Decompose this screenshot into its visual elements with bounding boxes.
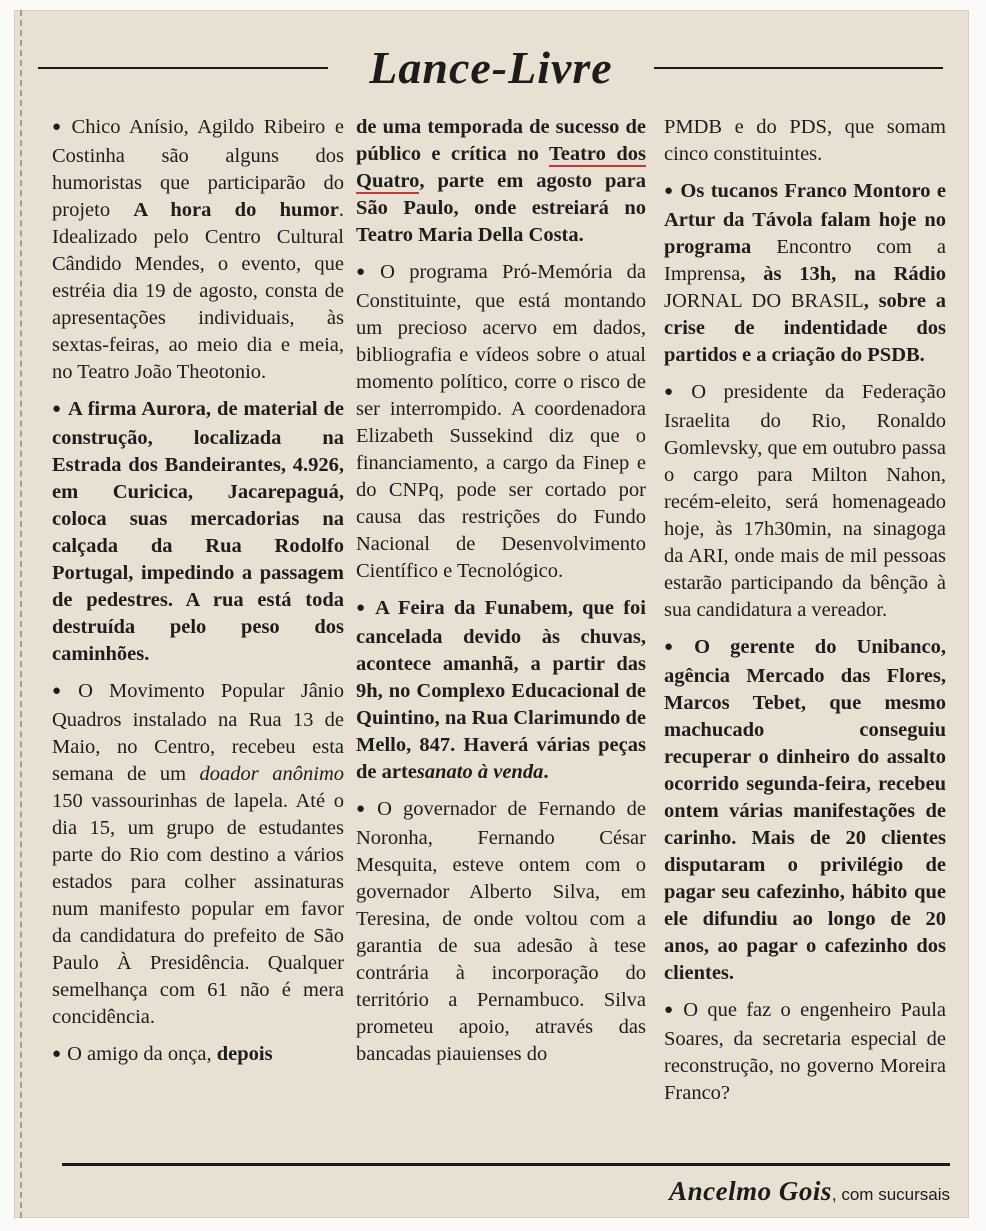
header-rule-right xyxy=(654,67,943,69)
news-item: ● O governador de Fernando de Noronha, Fernando César Mesquita, esteve ontem com o governador Alberto Silva, em Teresina, de onde voltou com a garantia de sua adesão à tese contrária à incorporação do território a Pernambuco. Silva prometeu apoio, através das bancadas piauienses do xyxy=(356,798,646,1065)
bullet-icon: ● xyxy=(52,401,62,417)
byline-suffix: , com sucursais xyxy=(831,1185,950,1204)
footer-rule xyxy=(62,1163,950,1166)
news-item: PMDB e do PDS, que somam cinco constituintes. xyxy=(664,116,946,165)
news-item: ● A firma Aurora, de material de construção, localizada na Estrada dos Bandeirantes, 4.926, em Curicica, Jacarepaguá, coloca suas mercadorias na calçada da Rua Rodolfo Portugal, impedindo a passagem de pedestres. A rua está toda destruída pelo peso dos caminhões. xyxy=(52,398,345,665)
byline xyxy=(669,1176,950,1207)
news-item: ● O programa Pró-Memória da Constituinte, que está montando um precioso acervo em dados, bibliografia e vídeos sobre o atual momento político, corre o risco de ser interrompido. A coordenadora Elizabeth Sussekind diz que o financiamento, a cargo da Finep e do CNPq, pode ser cortado por causa das restrições do Fundo Nacional de Desenvolvimento Científico e Tecnológico. xyxy=(356,261,646,582)
bullet-icon: ● xyxy=(52,119,66,135)
news-item: ● Os tucanos Franco Montoro e Artur da Távola falam hoje no programa Encontro com a Imprensa, às 13h, na Rádio JORNAL DO BRASIL, sobre a crise de indentidade dos partidos e a criação do PSDB. xyxy=(664,180,947,366)
news-item: de uma temporada de sucesso de público e crítica no Teatro dos Quatro, parte em agosto para São Paulo, onde estreiará no Teatro Maria Della Costa. xyxy=(356,116,646,246)
text-column-2 xyxy=(356,114,646,1078)
bullet-icon: ● xyxy=(52,683,73,699)
news-item: ● O amigo da onça, depois xyxy=(52,1043,273,1065)
news-item: ● Chico Anísio, Agildo Ribeiro e Costinha são alguns dos humoristas que participarão do projeto A hora do humor. Idealizado pelo Centro Cultural Cândido Mendes, o evento, que estréia dia 19 de agosto, consta de apresentações individuais, às sextas-feiras, ao meio dia e meia, no Teatro João Theotonio. xyxy=(52,116,344,383)
header-rule-left xyxy=(38,67,328,69)
news-item: ● O Movimento Popular Jânio Quadros instalado na Rua 13 de Maio, no Centro, recebeu esta semana de um doador anônimo 150 vassourinhas de lapela. Até o dia 15, um grupo de estudantes parte do Rio com destino a vários estados para colher assinaturas num manifesto popular em favor da candidatura do prefeito de São Paulo À Presidência. Qualquer semelhança com 61 não é mera concidência. xyxy=(52,680,345,1028)
bullet-icon: ● xyxy=(664,1002,678,1018)
column-title: Lance-Livre xyxy=(369,42,613,93)
bullet-icon: ● xyxy=(664,639,689,655)
news-item: ● O gerente do Unibanco, agência Mercado das Flores, Marcos Tebet, que mesmo machucado conseguiu recuperar o dinheiro do assalto ocorrido segunda-feira, recebeu ontem várias manifestações de carinho. Mais de 20 clientes disputaram o privilégio de pagar seu cafezinho, hábito que ele difundiu ao longo de 20 anos, ao pagar o cafezinho dos clientes. xyxy=(664,636,947,984)
author-name: Ancelmo Gois xyxy=(669,1176,832,1206)
news-item: ● O presidente da Federação Israelita do Rio, Ronaldo Gomlevsky, que em outubro passa o cargo para Milton Nahon, recém-eleito, será homenageado hoje, às 17h30min, na sinagoga da ARI, onde mais de mil pessoas estarão participando da bênção à sua candidatura a vereador. xyxy=(664,381,946,621)
bullet-icon: ● xyxy=(356,600,370,616)
text-column-1 xyxy=(52,114,344,1080)
news-item: ● O que faz o engenheiro Paula Soares, da secretaria especial de reconstrução, no governo Moreira Franco? xyxy=(664,999,946,1104)
column-header xyxy=(38,40,943,96)
bullet-icon: ● xyxy=(664,384,686,400)
bullet-icon: ● xyxy=(356,801,372,817)
news-item: ● A Feira da Funabem, que foi cancelada devido às chuvas, acontece amanhã, a partir das 9h, no Complexo Educacional de Quintino, na Rua Clarimundo de Mello, 847. Haverá várias peças de artesanato à venda. xyxy=(356,597,646,783)
text-column-3 xyxy=(664,114,946,1117)
bullet-icon: ● xyxy=(356,264,375,280)
bullet-icon: ● xyxy=(664,183,675,199)
bullet-icon: ● xyxy=(52,1046,62,1062)
